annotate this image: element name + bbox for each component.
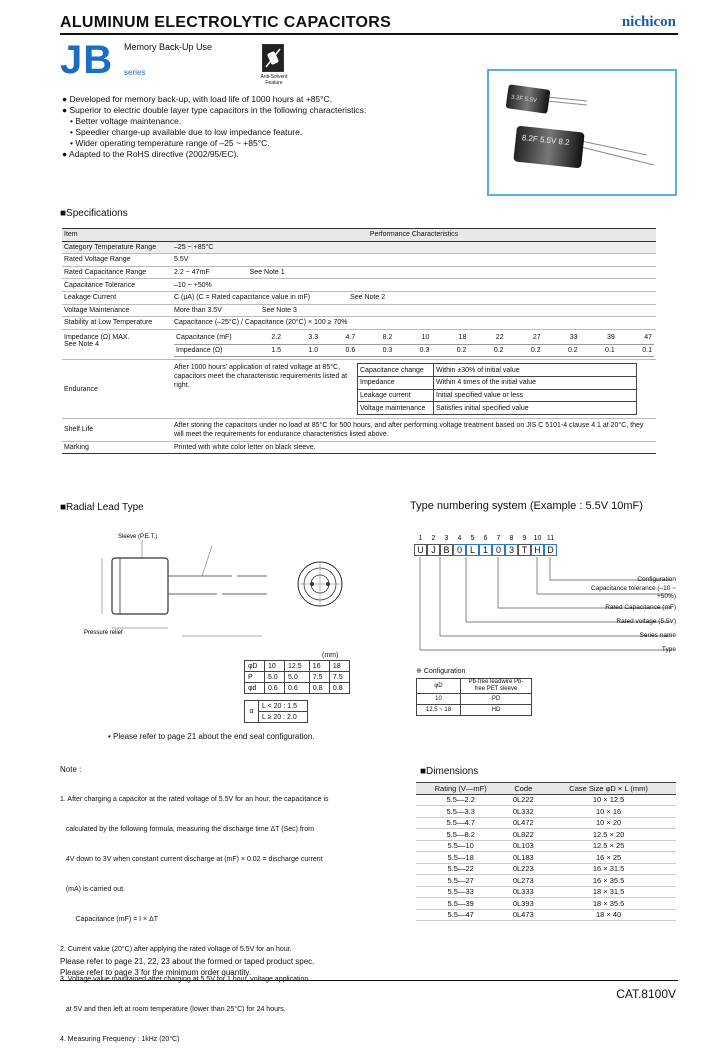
cap-value: 39 (580, 332, 617, 345)
dim-cell: 10 (264, 661, 284, 672)
spec-item: Voltage Maintenance (64, 306, 130, 314)
dim-unit: (mm) (322, 652, 339, 659)
cap-value: 3.3 (283, 332, 320, 345)
dim-cell: 0.6 (264, 683, 284, 694)
imp-value: 0.2 (431, 344, 468, 357)
dim-rating: 5.5—3.3 (416, 806, 505, 818)
imp-value: 0.1 (617, 344, 654, 357)
label-type: Type (661, 646, 676, 653)
dim-case: 16 × 31.5 (541, 863, 676, 875)
sleeve-label: Sleeve (P.E.T.) (118, 534, 158, 540)
type-position: 1 (418, 535, 423, 542)
type-position: 4 (457, 535, 462, 542)
shelf-text: After storing the capacitors under no load at 85°C for 500 hours, and after performing voltage treatment based on JIS C 5101-4 clause 4.1 at 20°C, they will meet the requirements for endurance characteristics listed above. (174, 421, 644, 438)
dim-code: 0L393 (505, 898, 541, 910)
type-char: T (518, 544, 531, 556)
dim-case: 18 × 35.5 (541, 898, 676, 910)
note-line: at 5V and then left at room temperature (lower than 25°C) for 24 hours. (60, 1006, 286, 1013)
label-rated-voltage: Rated voltage (5.5V) (616, 618, 676, 625)
dim-code: 0L183 (505, 852, 541, 864)
table-row (416, 829, 676, 841)
dim-cell: 0.6 (285, 683, 310, 694)
endurance-table (357, 363, 637, 414)
dim-case: 10 × 16 (541, 806, 676, 818)
pressure-label: Pressure relief (84, 630, 123, 636)
note-line: 4V down to 3V when constant current discharge at (mF) × 0.02 = discharge current (60, 856, 323, 863)
type-char: D (544, 544, 557, 556)
imp-value: 1.0 (283, 344, 320, 357)
impedance-item: Impedance (Ω) MAX. (64, 333, 130, 341)
endurance-value: Within ±30% of initial value (434, 364, 637, 377)
series-word: series (124, 68, 146, 77)
page-title: ALUMINUM ELECTROLYTIC CAPACITORS (60, 14, 392, 31)
dim-case: 18 × 31.5 (541, 886, 676, 898)
spec-value: –25 ~ +85°C (172, 241, 656, 254)
endurance-key: Voltage maintenance (358, 402, 434, 415)
spec-item: Rated Capacitance Range (64, 269, 147, 277)
photo-cap1-marking: 3.3F 5.5V (510, 94, 538, 105)
spec-col-perf: Performance Characteristics (369, 231, 459, 239)
dim-cell: 5.0 (285, 672, 310, 683)
product-photo (487, 69, 677, 196)
note-line: calculated by the following formula, measuring the discharge time ΔT (Sec) from (60, 826, 314, 833)
feature-5: • Wider operating temperature range of –25 ~ +85°C. (70, 138, 270, 148)
type-position: 3 (444, 535, 449, 542)
radial-heading: ■Radial Lead Type (60, 502, 144, 513)
note-line: 2. Current value (20°C) after applying the rated voltage of 5.5V for an hour. (60, 946, 292, 953)
impedance-note: See Note 4 (64, 340, 100, 348)
label-cap-tolerance: Capacitance tolerance (–10 ~ +50%) (590, 585, 676, 600)
alpha-table (244, 700, 308, 723)
dim-cell: 0.8 (309, 683, 329, 694)
imp-value: 0.3 (357, 344, 394, 357)
note-line: 4. Measuring Frequency : 1kHz (20°C) (60, 1036, 180, 1043)
dim-cell: 18 (329, 661, 349, 672)
footer-line-1: Please refer to page 21, 22, 23 about the formed or taped product spec. (60, 957, 315, 966)
type-position: 2 (431, 535, 436, 542)
type-position: 8 (509, 535, 514, 542)
spec-value: 2.2 ~ 47mF (174, 269, 210, 277)
dim-head: Case Size φD × L (mm) (541, 783, 676, 795)
dim-rating: 5.5—18 (416, 852, 505, 864)
imp-value: 0.2 (543, 344, 580, 357)
marking-item: Marking (64, 444, 89, 452)
feature-3: • Better voltage maintenance. (70, 116, 182, 126)
cap-value: 2.2 (246, 332, 283, 345)
type-char: 0 (492, 544, 505, 556)
notes-title: Note : (60, 765, 82, 774)
type-position: 6 (483, 535, 488, 542)
cap-value: 10 (394, 332, 431, 345)
capacitor-dimension-drawing (62, 528, 372, 656)
spec-item: Rated Voltage Range (64, 256, 131, 264)
dim-case: 12.5 × 20 (541, 829, 676, 841)
spec-item: Category Temperature Range (62, 241, 172, 254)
dim-case: 16 × 25 (541, 852, 676, 864)
config-cell: PD (461, 694, 532, 705)
imp-value: 0.6 (320, 344, 357, 357)
cap-row-label: Capacitance (mF) (174, 332, 246, 345)
table-row (416, 852, 676, 864)
table-row (416, 806, 676, 818)
note-line: 1. After charging a capacitor at the rated voltage of 5.5V for an hour, the capacitance is (60, 796, 329, 803)
dim-rating: 5.5—33 (416, 886, 505, 898)
dim-rating: 5.5—22 (416, 863, 505, 875)
config-cell: HD (461, 705, 532, 716)
cap-value: 47 (617, 332, 654, 345)
spec-note: See Note 2 (350, 294, 386, 302)
specifications-heading: ■Specifications (60, 208, 128, 219)
dimensions-heading: ■Dimensions (420, 766, 479, 777)
feature-4: • Speedier charge-up available due to low impedance feature. (70, 127, 303, 137)
endurance-value: Within 4 times of the initial value (434, 377, 637, 390)
spec-value: Capacitance (–25°C) / Capacitance (20°C) × 100 ≥ 70% (174, 319, 348, 327)
dim-case: 10 × 12.5 (541, 794, 676, 806)
cap-value: 33 (543, 332, 580, 345)
endurance-item: Endurance (64, 385, 98, 393)
dim-cell: φD (245, 661, 265, 672)
radial-drawing (62, 528, 372, 661)
spec-item: Stability at Low Temperature (64, 319, 153, 327)
dim-rating: 5.5—10 (416, 840, 505, 852)
alpha-row: L ≥ 20 : 2.0 (259, 712, 308, 723)
dim-rating: 5.5—47 (416, 909, 505, 921)
badge-caption: Anti-Solvent Feature (260, 74, 288, 86)
type-char: H (531, 544, 544, 556)
cap-value: 22 (468, 332, 505, 345)
config-title: ※ Configuration (416, 668, 466, 675)
catalog-number: CAT.8100V (616, 987, 676, 1001)
spec-value: C (μA) (C = Rated capacitance value in mF) (174, 294, 311, 302)
label-rated-cap: Rated Capacitance (mF) (605, 604, 676, 611)
dim-code: 0L273 (505, 875, 541, 887)
type-position: 10 (533, 535, 542, 542)
spec-note: See Note 1 (249, 269, 285, 277)
end-seal-refer: • Please refer to page 21 about the end seal configuration. (108, 732, 315, 741)
endurance-value: Satisfies initial specified value (434, 402, 637, 415)
endurance-key: Leakage current (358, 389, 434, 402)
table-row (416, 817, 676, 829)
footer-line-2: Please refer to page 3 for the minimum order quantity. (60, 968, 252, 977)
config-cell: φD (417, 679, 461, 694)
endurance-text: After 1000 hours' application of rated voltage at 85°C, capacitors meet the characteristic requirements listed at right. (174, 364, 348, 390)
imp-value: 0.2 (506, 344, 543, 357)
dim-code: 0L822 (505, 829, 541, 841)
specifications-table (62, 228, 656, 454)
cap-value: 18 (431, 332, 468, 345)
imp-value: 0.2 (468, 344, 505, 357)
imp-row-label: Impedance (Ω) (174, 344, 246, 357)
type-char: 0 (453, 544, 466, 556)
endurance-value: Initial specified value or less (434, 389, 637, 402)
type-position: 11 (546, 535, 555, 542)
dim-head: Rating (V—mF) (416, 783, 505, 795)
endurance-key: Capacitance change (358, 364, 434, 377)
type-positions (414, 535, 557, 543)
dim-cell: 7.5 (329, 672, 349, 683)
radial-dim-table (244, 660, 350, 694)
alpha-label: α (245, 701, 259, 723)
dim-case: 12.5 × 25 (541, 840, 676, 852)
config-cell: 12.5 ~ 18 (417, 705, 461, 716)
dim-code: 0L333 (505, 886, 541, 898)
photo-cap2-marking: 8.2F 5.5V 8.2 (521, 133, 571, 148)
table-row (416, 886, 676, 898)
feature-2: ● Superior to electric double layer type capacitors in the following characteristics: (62, 105, 367, 115)
notes-block (60, 775, 329, 1055)
series-subtitle: Memory Back-Up Use (124, 42, 213, 52)
table-row (416, 863, 676, 875)
anti-solvent-icon (263, 45, 283, 71)
dim-rating: 5.5—39 (416, 898, 505, 910)
table-row (416, 898, 676, 910)
dim-cell: 5.0 (264, 672, 284, 683)
cap-value: 4.7 (320, 332, 357, 345)
type-numbering-heading: Type numbering system (Example : 5.5V 10mF) (410, 500, 643, 512)
spec-item: Capacitance Tolerance (64, 281, 136, 289)
label-series-name: Series name (639, 632, 676, 639)
dim-cell: 12.5 (285, 661, 310, 672)
dim-code: 0L222 (505, 794, 541, 806)
dim-cell: 0.8 (329, 683, 349, 694)
table-row (416, 840, 676, 852)
spec-value: More than 3.5V (174, 306, 222, 314)
imp-value: 1.5 (246, 344, 283, 357)
config-cell: Pb-free leadwire Pb-free PET sleeve (461, 679, 532, 694)
feature-6: ● Adapted to the RoHS directive (2002/95/EC). (62, 149, 239, 159)
shelf-item: Shelf Life (64, 426, 94, 434)
dim-code: 0L473 (505, 909, 541, 921)
config-cell: 10 (417, 694, 461, 705)
dim-case: 10 × 20 (541, 817, 676, 829)
dim-case: 16 × 35.5 (541, 875, 676, 887)
dim-code: 0L223 (505, 863, 541, 875)
footer-rule (60, 980, 678, 981)
dim-code: 0L472 (505, 817, 541, 829)
dim-cell: 16 (309, 661, 329, 672)
capacitor-photo-illustration (489, 71, 675, 194)
type-char: U (414, 544, 427, 556)
table-row (416, 909, 676, 921)
cap-value: 27 (506, 332, 543, 345)
dim-rating: 5.5—4.7 (416, 817, 505, 829)
feature-1: ● Developed for memory back-up, with load life of 1000 hours at +85°C. (62, 94, 333, 104)
dim-code: 0L103 (505, 840, 541, 852)
type-char: L (466, 544, 479, 556)
dim-cell: 7.5 (309, 672, 329, 683)
dimensions-table (416, 782, 676, 921)
type-char: 3 (505, 544, 518, 556)
spec-item: Leakage Current (64, 294, 117, 302)
type-char: B (440, 544, 453, 556)
dim-head: Code (505, 783, 541, 795)
note-line: (mA) is carried out. (60, 886, 125, 893)
spec-col-item: Item (64, 231, 78, 239)
imp-value: 0.3 (394, 344, 431, 357)
table-row (416, 875, 676, 887)
anti-solvent-badge (262, 44, 284, 72)
impedance-table (174, 332, 654, 358)
endurance-key: Impedance (358, 377, 434, 390)
table-row (416, 794, 676, 806)
note-line: Capacitance (mF) = I × ΔT (60, 916, 159, 923)
dim-rating: 5.5—27 (416, 875, 505, 887)
spec-note: See Note 3 (261, 306, 297, 314)
marking-text: Printed with white color letter on black sleeve. (174, 444, 316, 452)
alpha-row: L < 20 : 1.5 (259, 701, 308, 712)
type-code-boxes (414, 544, 557, 556)
dim-code: 0L332 (505, 806, 541, 818)
dim-cell: φd (245, 683, 265, 694)
dim-case: 18 × 40 (541, 909, 676, 921)
imp-value: 0.1 (580, 344, 617, 357)
spec-value: 5.5V (174, 256, 189, 264)
header-rule (60, 33, 678, 35)
dim-rating: 5.5—2.2 (416, 794, 505, 806)
type-position: 5 (470, 535, 475, 542)
type-char: 1 (479, 544, 492, 556)
dim-cell: P (245, 672, 265, 683)
type-position: 9 (522, 535, 527, 542)
type-char: J (427, 544, 440, 556)
label-configuration: Configuration (637, 576, 676, 583)
type-position: 7 (496, 535, 501, 542)
cap-value: 8.2 (357, 332, 394, 345)
dim-rating: 5.5—8.2 (416, 829, 505, 841)
series-code: JB (60, 38, 114, 82)
config-table (416, 678, 532, 716)
spec-value: –10 ~ +50% (174, 281, 212, 289)
brand-logo: nichicon (621, 14, 676, 30)
